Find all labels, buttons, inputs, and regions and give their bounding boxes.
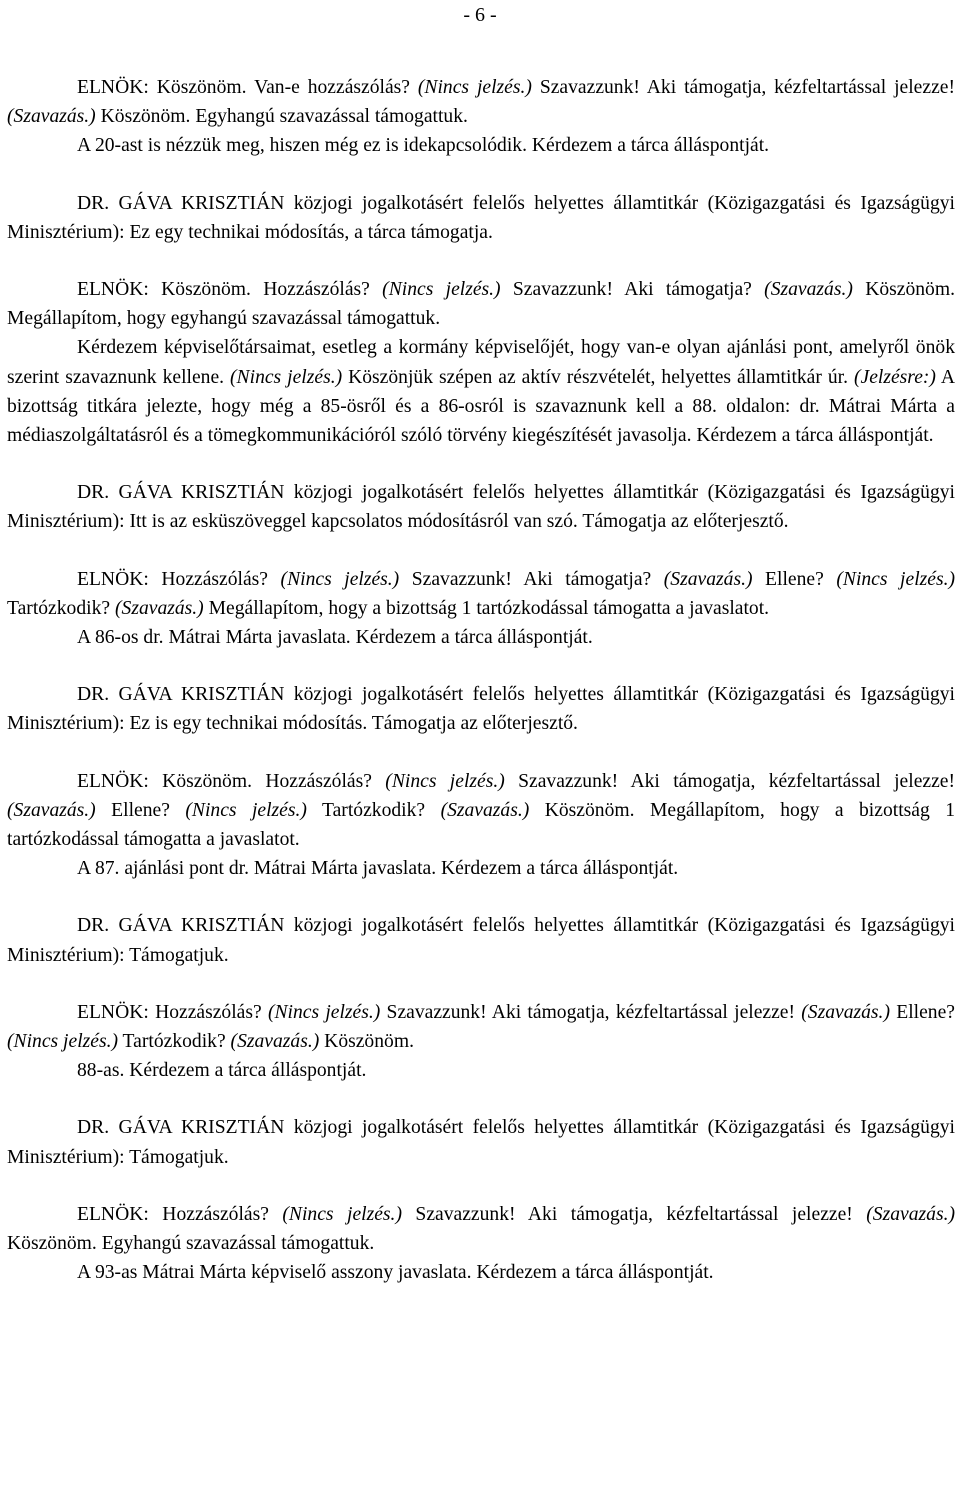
stage-direction: (Nincs jelzés.) xyxy=(836,568,956,590)
stage-direction: (Szavazás.) xyxy=(440,799,530,821)
paragraph-p17 xyxy=(7,1258,955,1287)
speech-text: Szavazzunk! Aki támogatja, kézfeltartással jelezze! xyxy=(504,770,956,792)
stage-direction: (Nincs jelzés.) xyxy=(230,366,343,388)
paragraph-p3 xyxy=(7,189,955,247)
stage-direction: (Nincs jelzés.) xyxy=(280,568,400,590)
stage-direction: (Szavazás.) xyxy=(7,106,96,128)
speech-text: A 86-os dr. Mátrai Márta javaslata. Kérdezem a tárca álláspontját. xyxy=(77,627,593,649)
speech-text: Ellene? xyxy=(889,1001,955,1023)
speech-text: ELNÖK: Köszönöm. Hozzászólás? xyxy=(77,279,383,301)
paragraph-p16 xyxy=(7,1200,955,1258)
document-body xyxy=(7,73,955,1288)
speech-text: Köszönöm. xyxy=(319,1031,414,1053)
speech-text: Köszönöm. Megállapítom, hogy a bizottság 1 tartózkodással támogatta a javaslatot. xyxy=(7,799,955,851)
speech-text: Megállapítom, hogy a bizottság 1 tartózkodással támogatta a javaslatot. xyxy=(203,597,770,619)
speech-text: Kérdezem képviselőtársaimat, esetleg a kormány képviselőjét, hogy van-e olyan ajánlási pont, amelyről önök szerint szavaznunk kellene. xyxy=(7,337,955,388)
speech-text: A 87. ajánlási pont dr. Mátrai Márta javaslata. Kérdezem a tárca álláspontját. xyxy=(77,858,679,880)
stage-direction: (Szavazás.) xyxy=(115,597,204,619)
paragraph-p12 xyxy=(7,911,955,969)
speech-text: DR. GÁVA KRISZTIÁN közjogi jogalkotásért felelős helyettes államtitkár (Közigazgatási és Igazságügyi Minisztérium): Ez is egy technikai módosítás. Támogatja az előterjesztő. xyxy=(7,684,955,735)
speech-text: 88-as. Kérdezem a tárca álláspontját. xyxy=(77,1060,367,1082)
stage-direction: (Nincs jelzés.) xyxy=(267,1001,381,1023)
speech-text: ELNÖK: Köszönöm. Van-e hozzászólás? xyxy=(77,77,418,98)
speech-text: ELNÖK: Hozzászólás? xyxy=(77,1203,283,1225)
stage-direction: (Szavazás.) xyxy=(801,1001,890,1023)
speech-text: Ellene? xyxy=(95,799,186,821)
speech-text: Tartózkodik? xyxy=(7,597,115,619)
stage-direction: (Nincs jelzés.) xyxy=(385,770,505,792)
paragraph-p10 xyxy=(7,767,955,855)
speech-text: Szavazzunk! Aki támogatja? xyxy=(399,568,664,590)
stage-direction: (Szavazás.) xyxy=(866,1203,955,1225)
speech-text: Ellene? xyxy=(752,568,837,590)
stage-direction: (Jelzésre:) xyxy=(854,366,936,388)
speech-text: DR. GÁVA KRISZTIÁN közjogi jogalkotásért felelős helyettes államtitkár (Közigazgatási és Igazságügyi Minisztérium): Ez egy technikai módosítás, a tárca támogatja. xyxy=(7,192,955,243)
speech-text: Szavazzunk! Aki támogatja? xyxy=(500,279,765,301)
paragraph-p1 xyxy=(7,73,955,131)
stage-direction: (Szavazás.) xyxy=(230,1031,320,1053)
speech-text: ELNÖK: Hozzászólás? xyxy=(77,1001,268,1023)
paragraph-p2 xyxy=(7,131,955,160)
speech-text: Köszönöm. Egyhangú szavazással támogattuk. xyxy=(95,106,468,128)
speech-text: Tartózkodik? xyxy=(306,799,441,821)
stage-direction: (Nincs jelzés.) xyxy=(7,1031,119,1053)
speech-text: Szavazzunk! Aki támogatja, kézfeltartással jelezze! xyxy=(401,1203,867,1225)
speech-text: DR. GÁVA KRISZTIÁN közjogi jogalkotásért felelős helyettes államtitkár (Közigazgatási és Igazságügyi Minisztérium): Itt is az esküszöveggel kapcsolatos módosításról van szó. Támogatja az előterjesztő. xyxy=(7,482,955,533)
paragraph-p8 xyxy=(7,623,955,652)
stage-direction: (Nincs jelzés.) xyxy=(382,279,501,301)
speech-text: Szavazzunk! Aki támogatja, kézfeltartással jelezze! xyxy=(531,77,955,98)
page-number: - 6 - xyxy=(463,4,497,26)
speech-text: Köszönjük szépen az aktív részvételét, helyettes államtitkár úr. xyxy=(342,366,854,388)
speech-text: ELNÖK: Hozzászólás? xyxy=(77,568,281,590)
speech-text: Szavazzunk! Aki támogatja, kézfeltartással jelezze! xyxy=(380,1001,802,1023)
stage-direction: (Nincs jelzés.) xyxy=(185,799,307,821)
speech-text: A 20-ast is nézzük meg, hiszen még ez is idekapcsolódik. Kérdezem a tárca álláspontját. xyxy=(77,135,770,157)
speech-text: A bizottság titkára jelezte, hogy még a 85-ösről és a 86-osról is szavaznunk kell a 88. oldalon: dr. Mátrai Márta a médiaszolgáltatásról és a tömegkommunikációról szóló törvény kiegészítését javasolja. Kérdezem a tárca álláspontját. xyxy=(7,366,955,447)
speech-text: DR. GÁVA KRISZTIÁN közjogi jogalkotásért felelős helyettes államtitkár (Közigazgatási és Igazságügyi Minisztérium): Támogatjuk. xyxy=(7,915,955,966)
paragraph-p9 xyxy=(7,680,955,738)
stage-direction: (Szavazás.) xyxy=(764,279,853,301)
paragraph-p4 xyxy=(7,275,955,333)
speech-text: DR. GÁVA KRISZTIÁN közjogi jogalkotásért felelős helyettes államtitkár (Közigazgatási és Igazságügyi Minisztérium): Támogatjuk. xyxy=(7,1117,955,1168)
speech-text: Tartózkodik? xyxy=(118,1031,231,1053)
stage-direction: (Szavazás.) xyxy=(663,568,753,590)
paragraph-p6 xyxy=(7,478,955,536)
speech-text: Köszönöm. Egyhangú szavazással támogattuk. xyxy=(7,1233,375,1255)
stage-direction: (Szavazás.) xyxy=(7,799,96,821)
stage-direction: (Nincs jelzés.) xyxy=(282,1203,402,1225)
stage-direction: (Nincs jelzés.) xyxy=(417,77,532,98)
paragraph-p5 xyxy=(7,333,955,450)
paragraph-p11 xyxy=(7,854,955,883)
paragraph-p7 xyxy=(7,565,955,623)
paragraph-p15 xyxy=(7,1113,955,1171)
speech-text: Köszönöm. Megállapítom, hogy egyhangú szavazással támogattuk. xyxy=(7,279,955,330)
speech-text: ELNÖK: Köszönöm. Hozzászólás? xyxy=(77,770,386,792)
paragraph-p14 xyxy=(7,1056,955,1085)
speech-text: A 93-as Mátrai Márta képviselő asszony javaslata. Kérdezem a tárca álláspontját. xyxy=(77,1262,714,1284)
paragraph-p13 xyxy=(7,998,955,1056)
